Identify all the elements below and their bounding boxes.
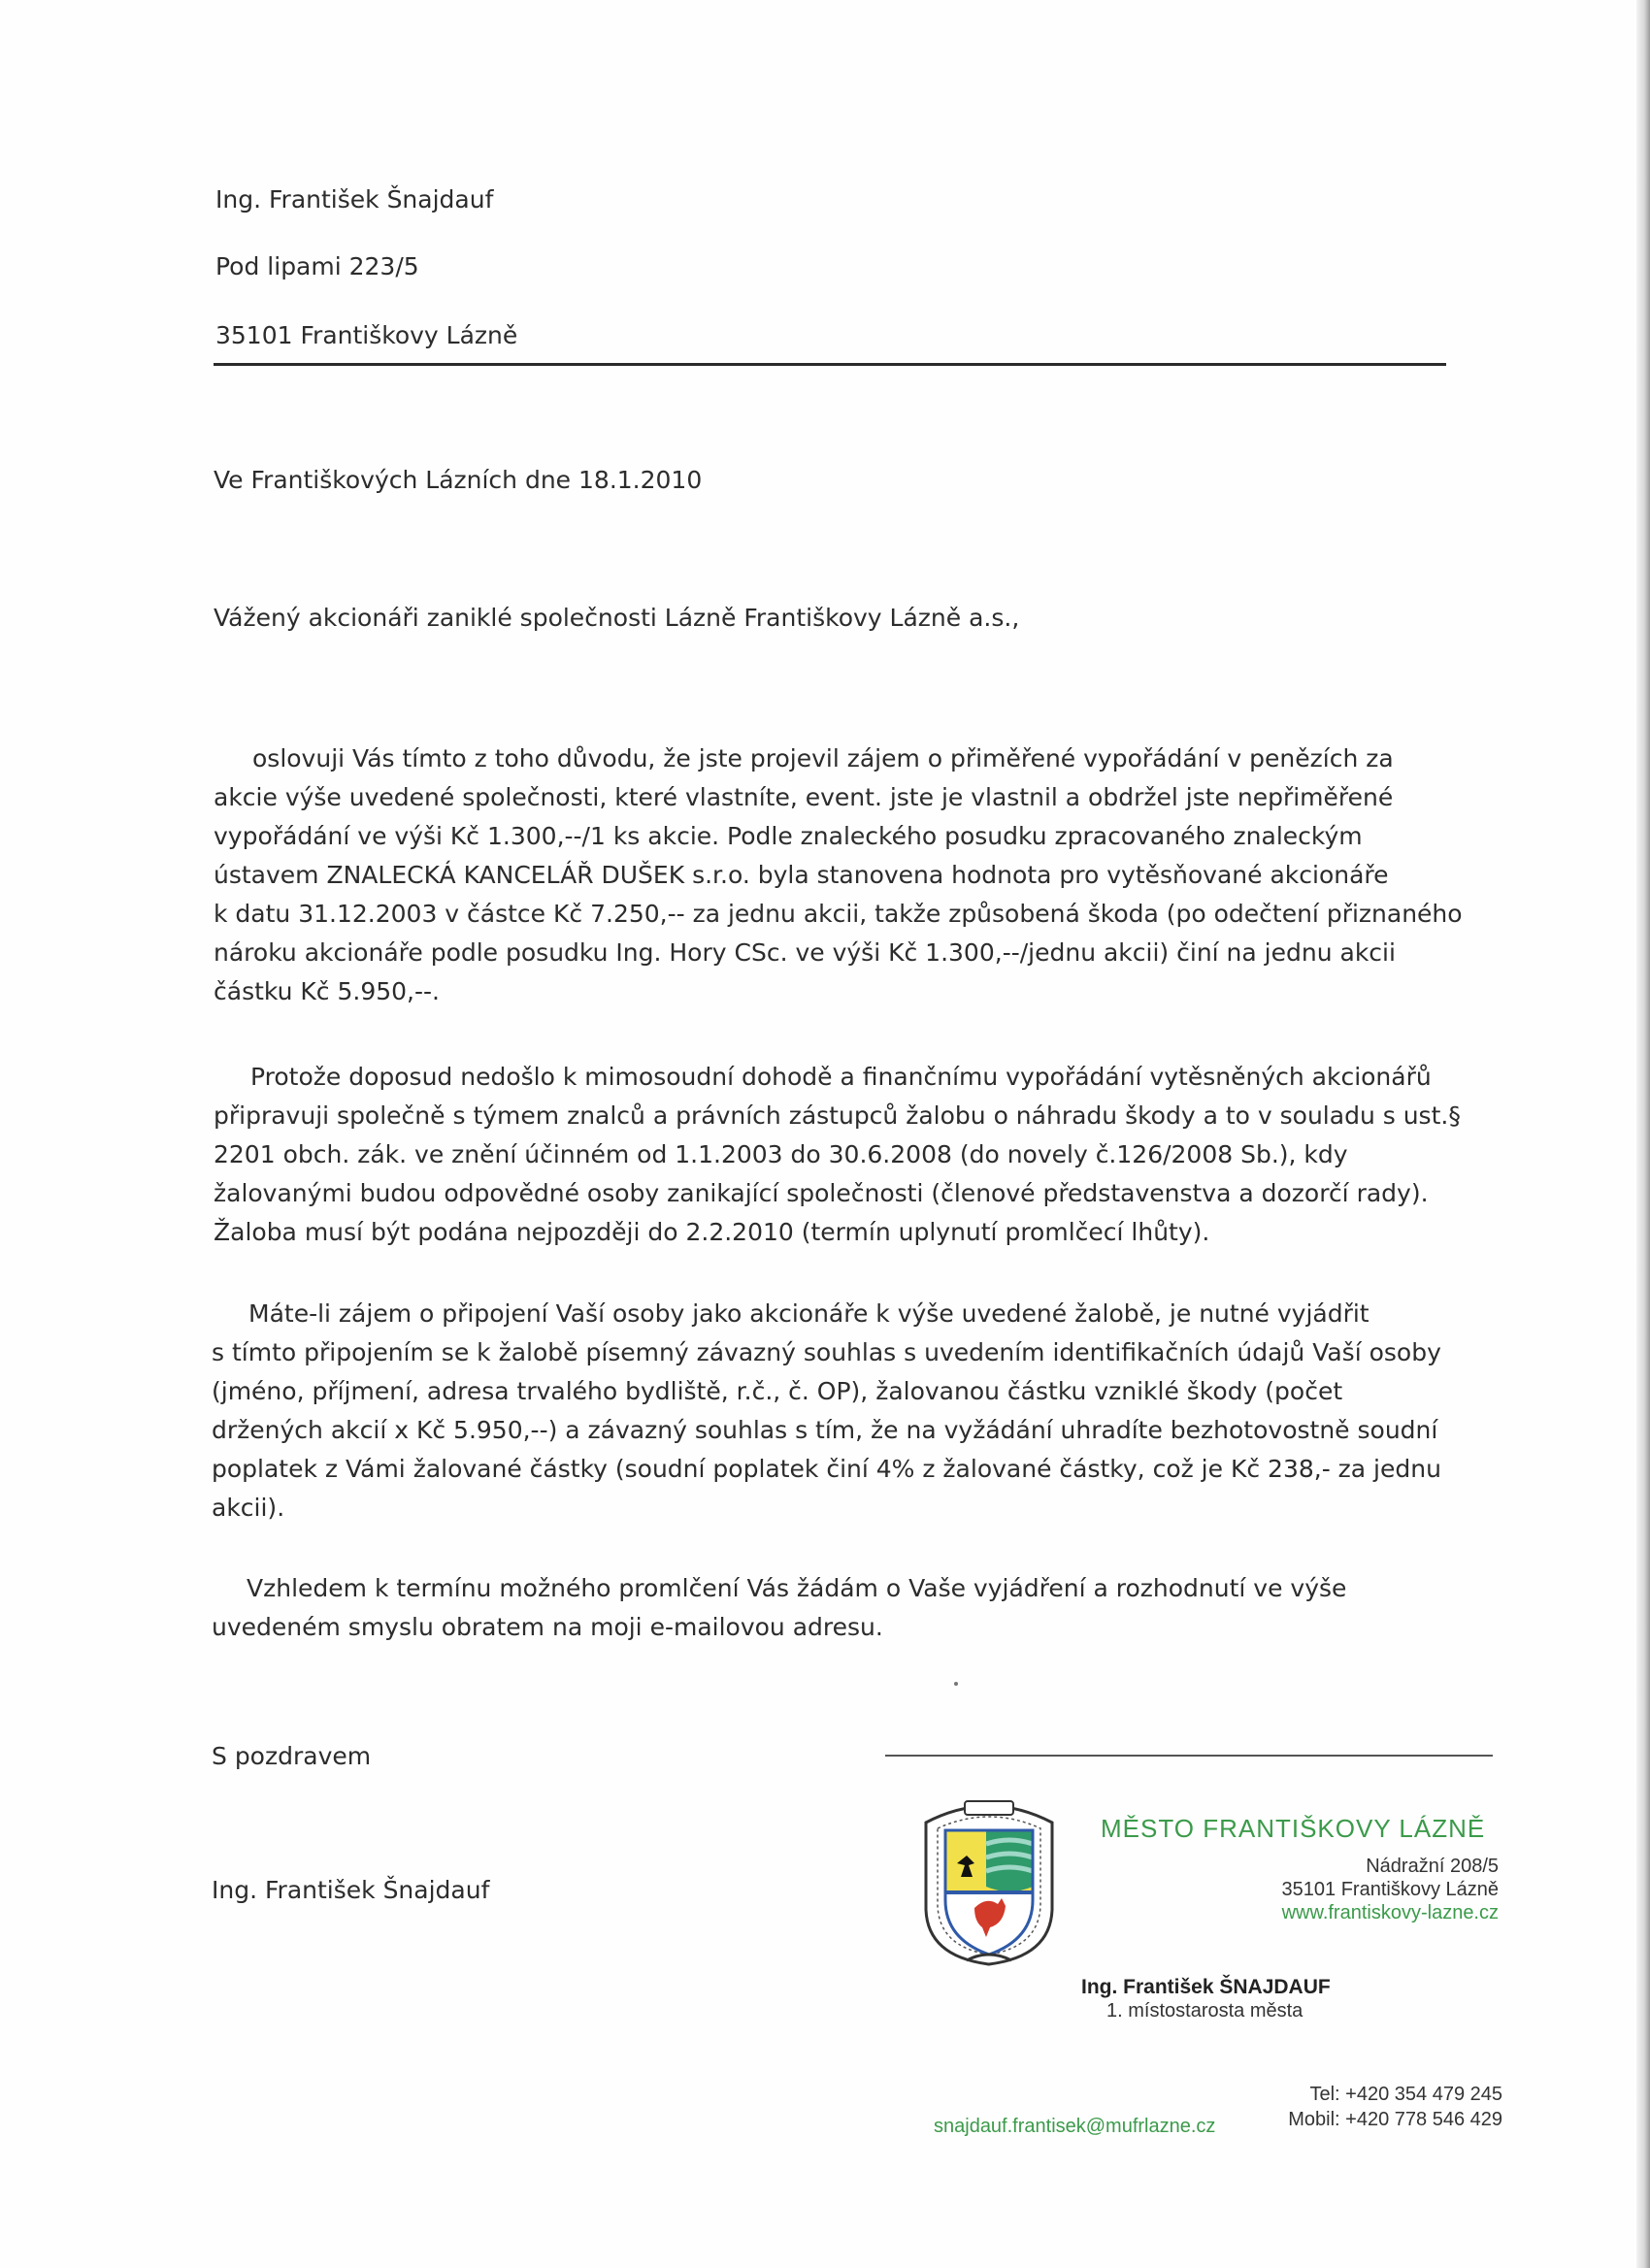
- card-person-role: 1. místostarosta města: [1106, 2000, 1304, 2021]
- card-email-link[interactable]: snajdauf.frantisek@mufrlazne.cz: [934, 2116, 1216, 2137]
- salutation: Vážený akcionáři zaniklé společnosti Lázně Františkovy Lázně a.s.,: [214, 604, 1020, 632]
- paragraph-line: Vzhledem k termínu možného promlčení Vás žádám o Vaše vyjádření a rozhodnutí ve výše: [247, 1574, 1347, 1602]
- paragraph-line: uvedeném smyslu obratem na moji e-mailovou adresu.: [212, 1613, 883, 1641]
- card-mobile: Mobil: +420 778 546 429: [1288, 2109, 1502, 2130]
- card-org-name: MĚSTO FRANTIŠKOVY LÁZNĚ: [1101, 1814, 1486, 1843]
- card-street: Nádražní 208/5: [1366, 1856, 1499, 1877]
- paragraph-line: žalovanými budou odpovědné osoby zanikající společnosti (členové představenstva a dozorčí rady).: [214, 1179, 1429, 1207]
- speck-mark: [954, 1682, 958, 1686]
- town-coat-of-arms-icon: [918, 1793, 1060, 1966]
- paragraph-line: částku Kč 5.950,--.: [214, 977, 440, 1005]
- closing: S pozdravem: [212, 1742, 372, 1770]
- paragraph-line: nároku akcionáře podle posudku Ing. Hory CSc. ve výši Kč 1.300,--/jednu akcii) činí na jednu akcii: [214, 938, 1396, 967]
- sender-street: Pod lipami 223/5: [215, 252, 419, 280]
- paragraph-line: vypořádání ve výši Kč 1.300,--/1 ks akcie. Podle znaleckého posudku zpracovaného znaleckým: [214, 822, 1363, 850]
- paragraph-line: Protože doposud nedošlo k mimosoudní dohodě a finančnímu vypořádání vytěsněných akcionářů: [250, 1063, 1432, 1091]
- card-phone: Tel: +420 354 479 245: [1309, 2084, 1502, 2105]
- paragraph-line: akcii).: [212, 1494, 285, 1522]
- paragraph-line: připravuji společně s týmem znalců a právních zástupců žalobu o náhradu škody a to v souladu s ust.§: [214, 1101, 1461, 1130]
- paragraph-line: Máte-li zájem o připojení Vaší osoby jako akcionáře k výše uvedené žalobě, je nutné vyjádřit: [248, 1299, 1370, 1328]
- paragraph-line: s tímto připojením se k žalobě písemný závazný souhlas s uvedením identifikačních údajů Vaší osoby: [212, 1338, 1441, 1366]
- paragraph-line: poplatek z Vámi žalované částky (soudní poplatek činí 4% z žalované částky, což je Kč 238,- za jednu: [212, 1455, 1441, 1483]
- paragraph-line: (jméno, příjmení, adresa trvalého bydliště, r.č., č. OP), žalovanou částku vzniklé škody (počet: [212, 1377, 1343, 1405]
- card-divider: [885, 1755, 1493, 1757]
- sender-city: 35101 Františkovy Lázně: [215, 321, 518, 349]
- paragraph-line: ústavem ZNALECKÁ KANCELÁŘ DUŠEK s.r.o. byla stanovena hodnota pro vytěsňované akcionáře: [214, 861, 1389, 889]
- paragraph-line: Žaloba musí být podána nejpozději do 2.2.2010 (termín uplynutí promlčecí lhůty).: [214, 1218, 1210, 1246]
- signature-name: Ing. František Šnajdauf: [212, 1876, 490, 1904]
- card-person-name: Ing. František ŠNAJDAUF: [1081, 1976, 1331, 1998]
- card-web-link[interactable]: www.frantiskovy-lazne.cz: [1281, 1902, 1499, 1923]
- paragraph-line: 2201 obch. zák. ve znění účinném od 1.1.2003 do 30.6.2008 (do novely č.126/2008 Sb.), kdy: [214, 1140, 1348, 1168]
- card-city: 35101 Františkovy Lázně: [1281, 1879, 1499, 1900]
- sender-name: Ing. František Šnajdauf: [215, 185, 494, 214]
- paragraph-line: akcie výše uvedené společnosti, které vlastníte, event. jste je vlastnil a obdržel jste nepřiměřené: [214, 783, 1394, 811]
- paragraph-line: držených akcií x Kč 5.950,--) a závazný souhlas s tím, že na vyžádání uhradíte bezhotovostně soudní: [212, 1416, 1438, 1444]
- date-line: Ve Františkových Lázních dne 18.1.2010: [214, 466, 703, 494]
- paragraph-line: k datu 31.12.2003 v částce Kč 7.250,-- za jednu akcii, takže způsobená škoda (po odečtení přiznaného: [214, 900, 1463, 928]
- paragraph-line: oslovuji Vás tímto z toho důvodu, že jste projevil zájem o přiměřené vypořádání v penězích za: [252, 744, 1394, 772]
- page-edge-shadow: [1636, 0, 1650, 2268]
- header-divider: [214, 363, 1446, 366]
